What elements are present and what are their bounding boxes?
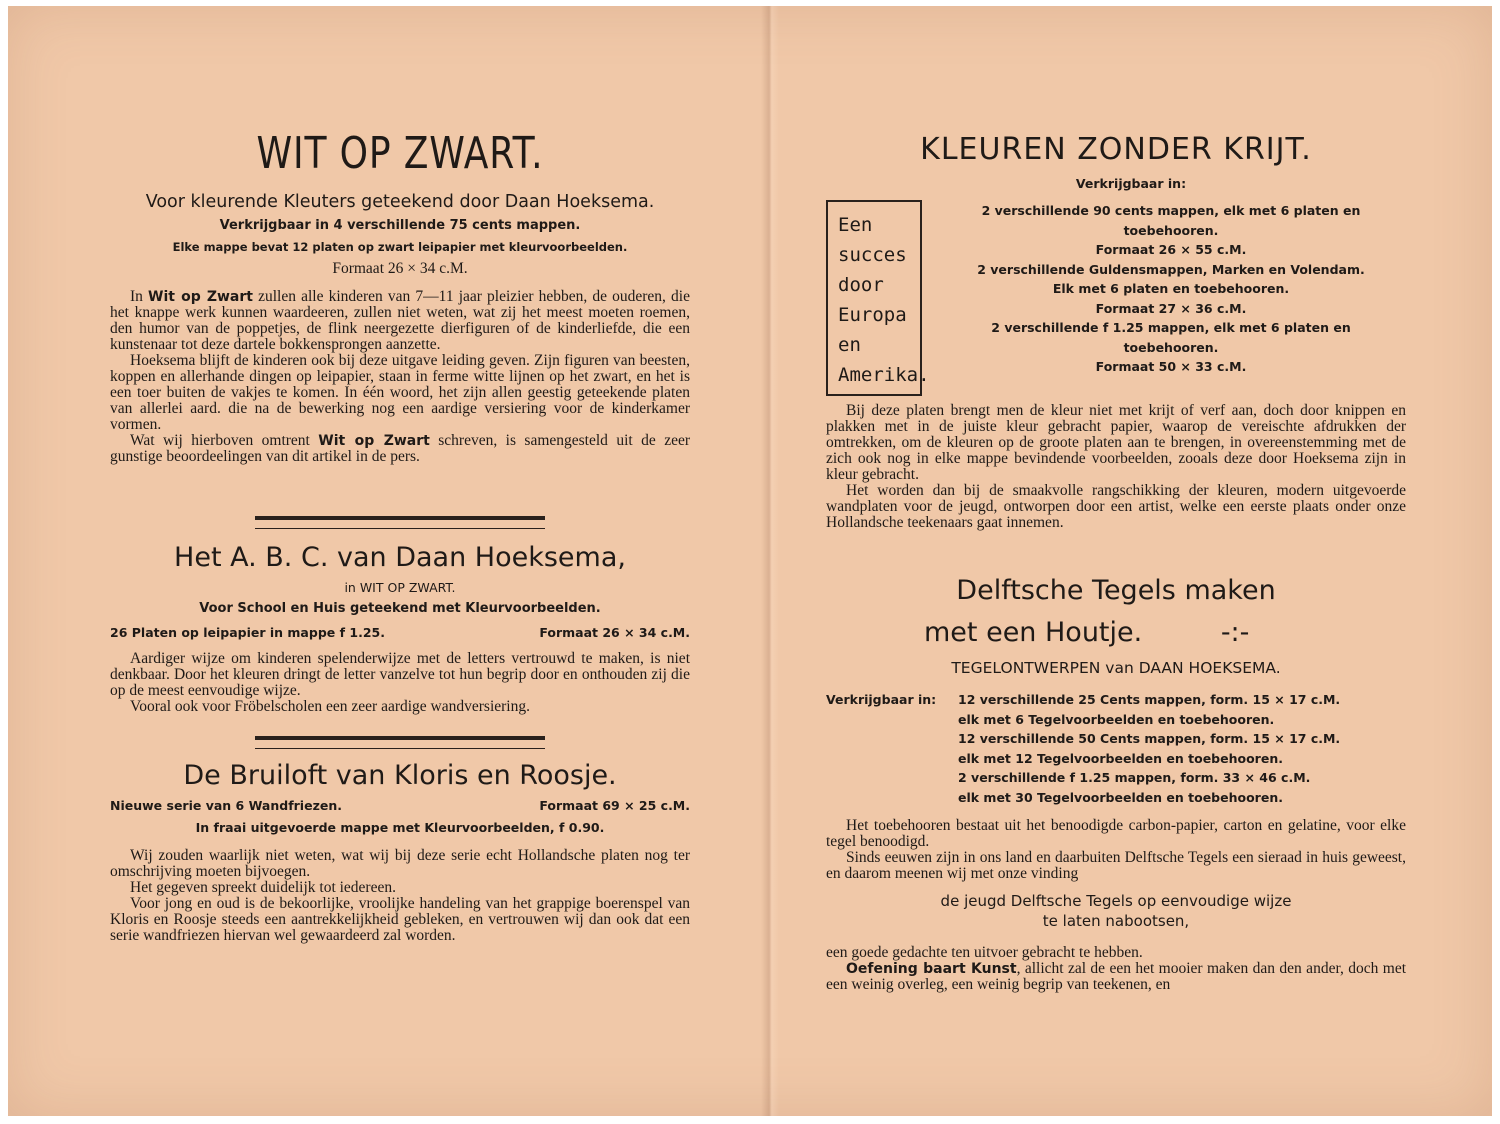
abc-paragraph-1: Aardiger wijze om kinderen spelenderwijze met de letters vertrouwd te maken, is niet denkbaar. Door het kleuren dringt de letter vanzelve tot hun begrip door en onthouden zij die op de meest eenvoudige wijze. — [110, 650, 690, 699]
bruiloft-paragraph-3: Voor jong en oud is de bekoorlijke, vroolijke handeling van het grappige boerenspel van Kloris en Roosje steeds een aantrekkelijkheid gebleken, en vertrouwen wij dan ook dat een serie wandfriezen hiervan wel gewaardeerd zal worden. — [110, 895, 690, 944]
abc-format: Formaat 26 × 34 c.M. — [539, 625, 690, 640]
delft-title-text: met een Houtje. — [924, 617, 1143, 648]
bruiloft-series: Nieuwe serie van 6 Wandfriezen. — [110, 798, 342, 813]
delft-para4-bold: Oefening baart Kunst — [846, 961, 1017, 977]
delft-option-2-sub: elk met 12 Tegelvoorbeelden en toebehooren. — [958, 750, 1283, 766]
kleuren-paragraph-2: Het worden dan bij de smaakvolle rangschikking der kleuren, modern uitgevoerde wandplaten voor de jeugd, ontworpen door een artist, welke een eerste plaats onder onze Hollandsche teekenaars gaat innemen. — [826, 482, 1406, 531]
box-line: Amerika. — [838, 364, 930, 386]
bruiloft-paragraph-1: Wij zouden waarlijk niet weten, wat wij bij deze serie echt Hollandsche platen nog ter omschrijving moeten bijvoegen. — [110, 847, 690, 880]
wit-description — [110, 289, 690, 465]
wit-para1-start: In — [130, 288, 149, 305]
kleuren-option-3: 2 verschillende f 1.25 mappen, elk met 6 platen en — [991, 320, 1351, 335]
bruiloft-description — [110, 848, 690, 944]
delft-title-line-2 — [826, 617, 1406, 649]
delft-option-3: 2 verschillende f 1.25 mappen, form. 33 × 46 c.M. — [958, 770, 1311, 785]
wit-paragraph-3 — [110, 433, 690, 465]
box-line: door — [838, 274, 884, 296]
left-page — [110, 0, 690, 1124]
delft-para4-text: , allicht zal de een het mooier maken dan den ander, doch met een weinig overleg, een weinig begrip van teekenen, en — [826, 960, 1407, 993]
delft-paragraph-4 — [826, 961, 1406, 993]
wit-para1-bold: Wit op Zwart — [148, 289, 253, 305]
bruiloft-line-2: In fraai uitgevoerde mappe met Kleurvoorbeelden, f 0.90. — [195, 820, 605, 835]
kleuren-availability-heading: Verkrijgbaar in: — [1075, 176, 1187, 191]
abc-line-1: Voor School en Huis geteekend met Kleurvoorbeelden. — [199, 601, 601, 616]
wit-paragraph-2: Hoeksema blijft de kinderen ook bij deze uitgave leiding geven. Zijn figuren van beesten, koppen en allerhande dingen op leipapier, staan in ferme witte lijnen op het zwart, en het is een toer buiten de vakjes te komen. In één woord, het zijn allen geestig geteekende platen van allerlei aard. die na de bewerking nog een aardige versiering voor de kinderkamer vormen. — [110, 352, 690, 433]
delft-option-1 — [826, 690, 1406, 710]
center-fold — [761, 6, 779, 1116]
kleuren-options — [936, 201, 1406, 377]
wit-para3-start: Wat wij hierboven omtrent — [130, 432, 319, 449]
abc-subtitle: in WIT OP ZWART. — [344, 580, 456, 595]
kleuren-option-1-cont: toebehooren. — [1123, 222, 1219, 238]
wit-subtitle: Voor kleurende Kleuters geteekend door Daan Hoeksema. — [145, 192, 655, 212]
delft-availability-label: Verkrijgbaar in: — [826, 692, 937, 707]
delft-description-cont — [826, 945, 1406, 993]
delft-paragraph-3: een goede gedachte ten uitvoer gebracht te hebben. — [826, 944, 1143, 961]
wit-availability: Verkrijgbaar in 4 verschillende 75 cents mappen. — [219, 218, 581, 233]
delft-highlight-line-2: te laten nabootsen, — [1042, 912, 1190, 930]
abc-price: 26 Platen op leipapier in mappe f 1.25. — [110, 625, 385, 640]
box-line: succes — [838, 244, 907, 266]
delft-paragraph-1: Het toebehooren bestaat uit het benoodigde carbon-papier, carton en gelatine, voor elke tegel benoodigd. — [826, 817, 1406, 850]
kleuren-option-3-format: Formaat 50 × 33 c.M. — [1095, 359, 1247, 374]
delft-title-line-1: Delftsche Tegels maken — [956, 575, 1276, 606]
bruiloft-format: Formaat 69 × 25 c.M. — [539, 798, 690, 813]
wit-para1-end: zullen alle kinderen van 7—11 jaar pleizier hebben, de ouderen, die het knappe werk kunnen waardeeren, zullen niet weten, wat zij het meest moeten roemen, den humor van de poppetjes, de flink neergezette dierfiguren of de kinderliefde, die een kunstenaar tot deze dartele bokkensprongen aanzette. — [110, 288, 690, 353]
kleuren-option-1-format: Formaat 26 × 55 c.M. — [1095, 242, 1247, 257]
box-line: Een — [838, 214, 873, 236]
kleuren-option-2-format: Formaat 27 × 36 c.M. — [1095, 300, 1247, 316]
wit-paragraph-1 — [110, 289, 690, 353]
kleuren-option-2-cont: Elk met 6 platen en toebehooren. — [1052, 281, 1290, 296]
delft-description — [826, 818, 1406, 882]
box-line: en — [838, 334, 861, 356]
wit-para3-bold: Wit op Zwart — [318, 433, 430, 449]
bruiloft-paragraph-2: Het gegeven spreekt duidelijk tot iedereen. — [130, 879, 396, 896]
wit-contents: Elke mappe bevat 12 platen op zwart leipapier met kleurvoorbeelden. — [172, 240, 628, 254]
wit-title: WIT OP ZWART. — [256, 128, 544, 179]
abc-paragraph-2: Vooral ook voor Fröbelscholen een zeer aardige wandversiering. — [130, 698, 530, 715]
kleuren-description — [826, 403, 1406, 531]
kleuren-paragraph-1: Bij deze platen brengt men de kleur niet met krijt of verf aan, doch door knippen en plakken met in de juiste kleur gebracht papier, waarop de vereischte afdrukken der omtrekken, om de kleuren op de groote platen aan te brengen, in overeenstemming met de zich ook nog in elke mappe bevindende voorbeelden, zooals deze door Hoeksema zijn in kleur gebracht. — [826, 402, 1406, 483]
wit-para3-end: schreven, is samengesteld uit de zeer gunstige beoordeelingen van dit artikel in de pers. — [110, 432, 690, 465]
delft-option-1-text: 12 verschillende 25 Cents mappen, form. 15 × 17 c.M. — [958, 692, 1341, 707]
delft-option-3-sub: elk met 30 Tegelvoorbeelden en toebehooren. — [958, 789, 1283, 805]
delft-highlight-line-1: de jeugd Delftsche Tegels op eenvoudige wijze — [940, 892, 1292, 910]
bruiloft-line-1 — [110, 798, 690, 814]
kleuren-option-2: 2 verschillende Guldensmappen, Marken en Volendam. — [977, 261, 1365, 277]
delft-title-ornament: -:- — [1220, 617, 1250, 648]
delft-highlight — [826, 891, 1406, 931]
delft-options — [826, 690, 1406, 807]
abc-line-2 — [110, 625, 690, 641]
kleuren-option-1: 2 verschillende 90 cents mappen, elk met 6 platen en — [981, 203, 1361, 218]
abc-description — [110, 651, 690, 715]
box-line: Europa — [838, 304, 907, 326]
abc-title: Het A. B. C. van Daan Hoeksema, — [174, 542, 626, 573]
delft-option-2: 12 verschillende 50 Cents mappen, form. 15 × 17 c.M. — [958, 731, 1341, 746]
delft-paragraph-2: Sinds eeuwen zijn in ons land en daarbuiten Delftsche Tegels een sieraad in huis geweest, en daarom meenen wij met onze vinding — [826, 849, 1406, 882]
wit-format: Formaat 26 × 34 c.M. — [332, 260, 468, 277]
delft-subtitle: TEGELONTWERPEN van DAAN HOEKSEMA. — [951, 659, 1281, 677]
bruiloft-title: De Bruiloft van Kloris en Roosje. — [183, 760, 617, 791]
success-box — [826, 200, 930, 396]
right-page — [826, 0, 1406, 1124]
kleuren-option-3-cont: toebehooren. — [1123, 339, 1219, 355]
delft-option-1-sub: elk met 6 Tegelvoorbeelden en toebehooren. — [958, 711, 1275, 727]
section-divider — [255, 736, 545, 749]
kleuren-title: KLEUREN ZONDER KRIJT. — [920, 132, 1312, 167]
section-divider — [255, 516, 545, 529]
